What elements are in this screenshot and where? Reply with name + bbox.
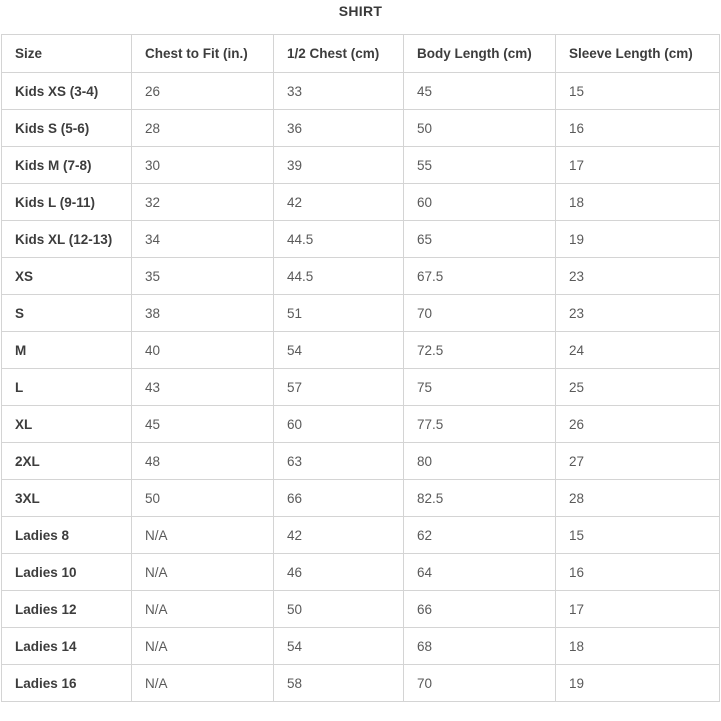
size-label-cell: XL bbox=[2, 406, 132, 443]
measurement-cell: 45 bbox=[132, 406, 274, 443]
measurement-cell: 39 bbox=[274, 147, 404, 184]
measurement-cell: 23 bbox=[556, 258, 720, 295]
measurement-cell: 65 bbox=[404, 221, 556, 258]
measurement-cell: N/A bbox=[132, 665, 274, 702]
size-label-cell: Kids S (5-6) bbox=[2, 110, 132, 147]
measurement-cell: 50 bbox=[274, 591, 404, 628]
measurement-cell: 66 bbox=[404, 591, 556, 628]
measurement-cell: 42 bbox=[274, 517, 404, 554]
column-header: 1/2 Chest (cm) bbox=[274, 35, 404, 73]
size-label-cell: L bbox=[2, 369, 132, 406]
measurement-cell: 72.5 bbox=[404, 332, 556, 369]
page-title: SHIRT bbox=[338, 3, 383, 19]
measurement-cell: 60 bbox=[274, 406, 404, 443]
column-header: Chest to Fit (in.) bbox=[132, 35, 274, 73]
size-label-cell: 2XL bbox=[2, 443, 132, 480]
measurement-cell: 51 bbox=[274, 295, 404, 332]
measurement-cell: N/A bbox=[132, 517, 274, 554]
measurement-cell: 18 bbox=[556, 184, 720, 221]
size-label-cell: XS bbox=[2, 258, 132, 295]
table-row bbox=[2, 406, 720, 443]
measurement-cell: 23 bbox=[556, 295, 720, 332]
measurement-cell: 32 bbox=[132, 184, 274, 221]
table-row bbox=[2, 369, 720, 406]
size-label-cell: Ladies 14 bbox=[2, 628, 132, 665]
measurement-cell: 68 bbox=[404, 628, 556, 665]
size-label-cell: Kids XS (3-4) bbox=[2, 73, 132, 110]
measurement-cell: 44.5 bbox=[274, 258, 404, 295]
table-row bbox=[2, 147, 720, 184]
measurement-cell: 62 bbox=[404, 517, 556, 554]
measurement-cell: 19 bbox=[556, 221, 720, 258]
measurement-cell: 38 bbox=[132, 295, 274, 332]
size-label-cell: Ladies 10 bbox=[2, 554, 132, 591]
table-row bbox=[2, 73, 720, 110]
measurement-cell: 28 bbox=[556, 480, 720, 517]
measurement-cell: 30 bbox=[132, 147, 274, 184]
size-label-cell: Ladies 8 bbox=[2, 517, 132, 554]
measurement-cell: 70 bbox=[404, 665, 556, 702]
measurement-cell: 60 bbox=[404, 184, 556, 221]
table-row bbox=[2, 517, 720, 554]
measurement-cell: 82.5 bbox=[404, 480, 556, 517]
measurement-cell: 17 bbox=[556, 591, 720, 628]
measurement-cell: 50 bbox=[132, 480, 274, 517]
size-label-cell: Ladies 12 bbox=[2, 591, 132, 628]
table-row bbox=[2, 554, 720, 591]
column-header: Sleeve Length (cm) bbox=[556, 35, 720, 73]
measurement-cell: 54 bbox=[274, 628, 404, 665]
measurement-cell: 55 bbox=[404, 147, 556, 184]
measurement-cell: 42 bbox=[274, 184, 404, 221]
table-header-row bbox=[2, 35, 720, 73]
measurement-cell: 50 bbox=[404, 110, 556, 147]
measurement-cell: 16 bbox=[556, 554, 720, 591]
measurement-cell: 48 bbox=[132, 443, 274, 480]
table-row bbox=[2, 332, 720, 369]
size-label-cell: Kids XL (12-13) bbox=[2, 221, 132, 258]
measurement-cell: 63 bbox=[274, 443, 404, 480]
measurement-cell: 16 bbox=[556, 110, 720, 147]
measurement-cell: 43 bbox=[132, 369, 274, 406]
table-row bbox=[2, 221, 720, 258]
measurement-cell: 45 bbox=[404, 73, 556, 110]
measurement-cell: 33 bbox=[274, 73, 404, 110]
table-row bbox=[2, 184, 720, 221]
measurement-cell: 57 bbox=[274, 369, 404, 406]
measurement-cell: 35 bbox=[132, 258, 274, 295]
measurement-cell: 26 bbox=[132, 73, 274, 110]
measurement-cell: 54 bbox=[274, 332, 404, 369]
table-row bbox=[2, 295, 720, 332]
measurement-cell: 36 bbox=[274, 110, 404, 147]
measurement-cell: 24 bbox=[556, 332, 720, 369]
measurement-cell: 15 bbox=[556, 517, 720, 554]
measurement-cell: 28 bbox=[132, 110, 274, 147]
size-label-cell: Kids L (9-11) bbox=[2, 184, 132, 221]
measurement-cell: N/A bbox=[132, 554, 274, 591]
measurement-cell: 75 bbox=[404, 369, 556, 406]
table-row bbox=[2, 665, 720, 702]
measurement-cell: 40 bbox=[132, 332, 274, 369]
size-label-cell: Ladies 16 bbox=[2, 665, 132, 702]
size-label-cell: S bbox=[2, 295, 132, 332]
measurement-cell: 70 bbox=[404, 295, 556, 332]
measurement-cell: 58 bbox=[274, 665, 404, 702]
size-label-cell: M bbox=[2, 332, 132, 369]
measurement-cell: 15 bbox=[556, 73, 720, 110]
table-row bbox=[2, 628, 720, 665]
measurement-cell: 25 bbox=[556, 369, 720, 406]
column-header: Size bbox=[2, 35, 132, 73]
size-label-cell: 3XL bbox=[2, 480, 132, 517]
table-row bbox=[2, 443, 720, 480]
table-row bbox=[2, 480, 720, 517]
measurement-cell: 19 bbox=[556, 665, 720, 702]
size-table bbox=[1, 34, 720, 702]
table-row bbox=[2, 591, 720, 628]
measurement-cell: 26 bbox=[556, 406, 720, 443]
measurement-cell: 66 bbox=[274, 480, 404, 517]
measurement-cell: 17 bbox=[556, 147, 720, 184]
table-row bbox=[2, 110, 720, 147]
measurement-cell: 77.5 bbox=[404, 406, 556, 443]
measurement-cell: 18 bbox=[556, 628, 720, 665]
measurement-cell: N/A bbox=[132, 628, 274, 665]
measurement-cell: 64 bbox=[404, 554, 556, 591]
measurement-cell: 34 bbox=[132, 221, 274, 258]
column-header: Body Length (cm) bbox=[404, 35, 556, 73]
measurement-cell: 46 bbox=[274, 554, 404, 591]
measurement-cell: 80 bbox=[404, 443, 556, 480]
table-body bbox=[2, 73, 720, 702]
table-row bbox=[2, 258, 720, 295]
measurement-cell: 44.5 bbox=[274, 221, 404, 258]
measurement-cell: N/A bbox=[132, 591, 274, 628]
measurement-cell: 67.5 bbox=[404, 258, 556, 295]
size-label-cell: Kids M (7-8) bbox=[2, 147, 132, 184]
measurement-cell: 27 bbox=[556, 443, 720, 480]
